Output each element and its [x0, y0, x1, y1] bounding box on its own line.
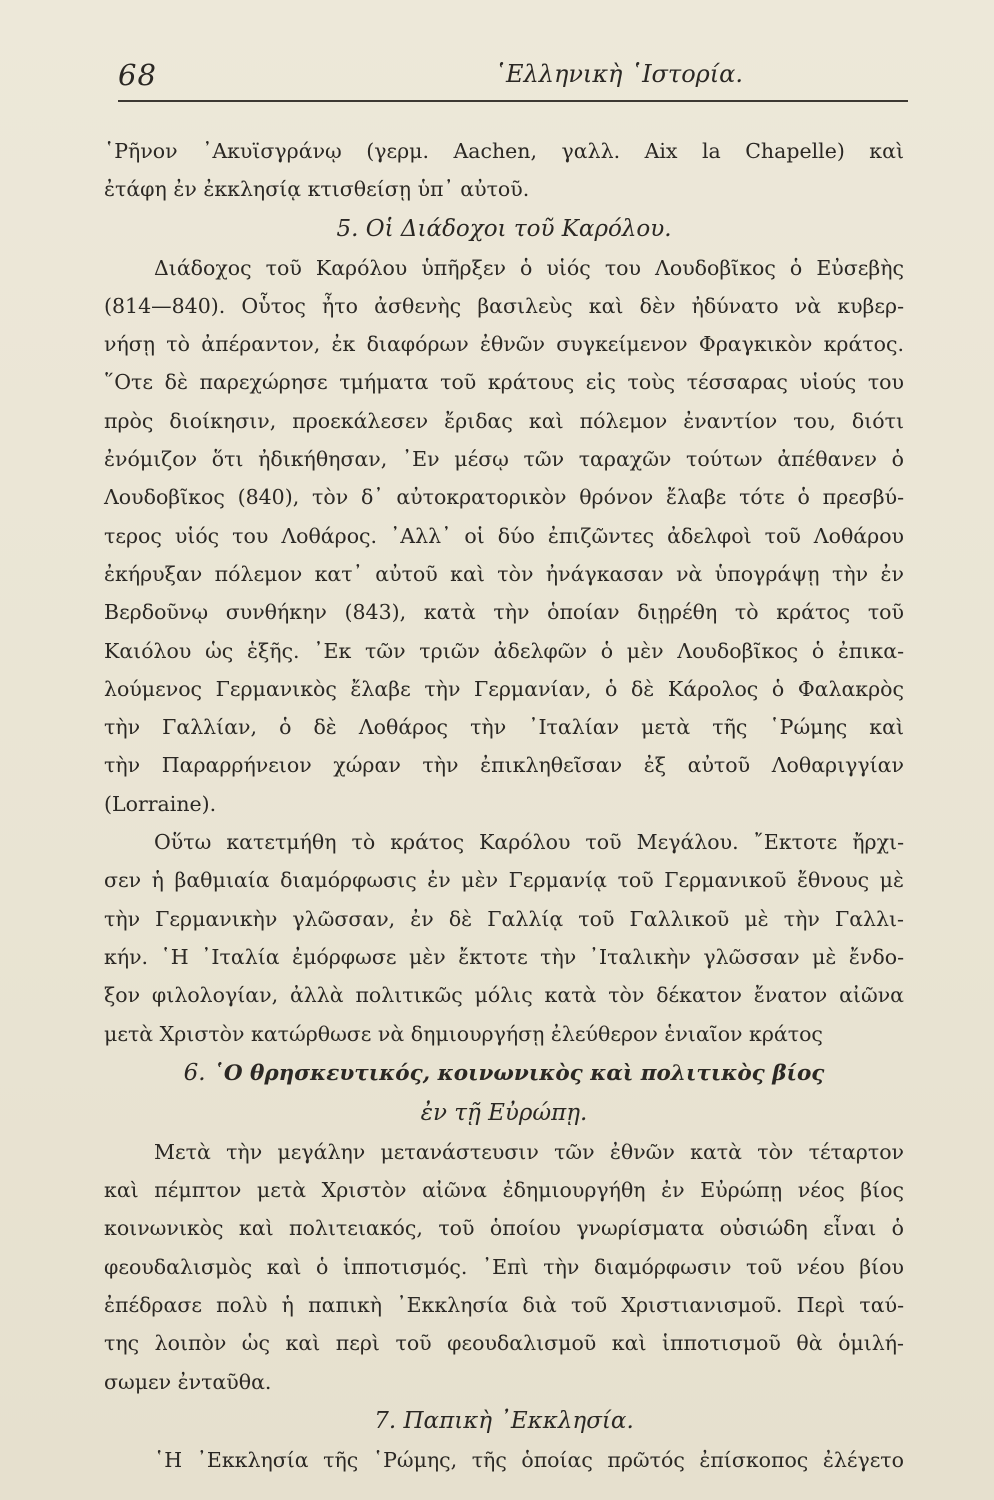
page-number: 68 [118, 58, 157, 92]
text-line: Μετὰ τὴν μεγάλην μετανάστευσιν τῶν ἐθνῶν κατὰ τὸν τέταρτον [154, 1139, 904, 1164]
section-number: 7. [374, 1407, 397, 1434]
text-line: ῾Ρῆνον ᾿Ακυϊσγράνῳ (γερμ. Aachen, γαλλ. Aix la Chapelle) καὶ [104, 139, 904, 163]
text-line: πρὸς διοίκησιν, προεκάλεσεν ἔριδας καὶ πόλεμον ἐναντίον του, διότι [104, 408, 904, 433]
section-heading [104, 1093, 904, 1133]
text-line: Διάδοχος τοῦ Καρόλου ὑπῆρξεν ὁ υἱός του Λουδοβῖκος ὁ Εὐσεβὴς [154, 255, 904, 280]
text-line: σωμεν ἐνταῦθα. [104, 1369, 272, 1394]
text-line: νήσῃ τὸ ἀπέραντον, ἐκ διαφόρων ἐθνῶν συγκείμενον Φραγκικὸν κράτος. [104, 332, 904, 357]
text-line: ἐτάφη ἐν ἐκκλησίᾳ κτισθείσῃ ὑπ᾿ αὐτοῦ. [104, 177, 530, 202]
section-title: ῾Ο θρησκευτικός, κοινωνικὸς καὶ πολιτικὸς βίος [213, 1060, 825, 1086]
text-line: (Lorraine). [104, 791, 217, 816]
running-title: ῾Ελληνικὴ ῾Ιστορία. [494, 60, 744, 88]
text-line: τὴν Παραρρήνειον χώραν τὴν ἐπικληθεῖσαν ἐξ αὐτοῦ Λοθαριγγίαν [104, 753, 904, 778]
text-line: ἐκήρυξαν πόλεμον κατ᾿ αὐτοῦ καὶ τὸν ἠνάγκασαν νὰ ὑπογράψῃ τὴν ἐν [104, 561, 904, 586]
text-line: καὶ πέμπτον μετὰ Χριστὸν αἰῶνα ἐδημιουργήθη ἐν Εὐρώπῃ νέος βίος [104, 1178, 904, 1203]
page-body [104, 132, 904, 1479]
section-number: 5. [336, 215, 359, 242]
text-line: τὴν Γερμανικὴν γλῶσσαν, ἐν δὲ Γαλλίᾳ τοῦ Γαλλικοῦ μὲ τὴν Γαλλι- [104, 906, 904, 931]
text-line: Οὕτω κατετμήθη τὸ κράτος Καρόλου τοῦ Μεγάλου. ῎Εκτοτε ἤρχι- [154, 830, 904, 855]
text-line: κήν. ῾Η ᾿Ιταλία ἐμόρφωσε μὲν ἔκτοτε τὴν ᾿Ιταλικὴν γλῶσσαν μὲ ἔνδο- [104, 944, 904, 969]
text-line: Λουδοβῖκος (840), τὸν δ᾿ αὐτοκρατορικὸν θρόνον ἔλαβε τότε ὁ πρεσβύ- [104, 485, 904, 510]
text-line: ξον φιλολογίαν, ἀλλὰ πολιτικῶς μόλις κατὰ τὸν δέκατον ἔνατον αἰῶνα [104, 983, 904, 1008]
text-line: σεν ἡ βαθμιαία διαμόρφωσις ἐν μὲν Γερμανίᾳ τοῦ Γερμανικοῦ ἔθνους μὲ [104, 868, 904, 893]
text-line: ῾Η ᾿Εκκλησία τῆς ῾Ρώμης, τῆς ὁποίας πρῶτός ἐπίσκοπος ἐλέγετο [154, 1447, 904, 1472]
page-header [118, 54, 890, 98]
text-line: Βερδοῦνῳ συνθήκην (843), κατὰ τὴν ὁποίαν διῃρέθη τὸ κράτος τοῦ [104, 600, 904, 625]
text-line: φεουδαλισμὸς καὶ ὁ ἱπποτισμός. ᾿Επὶ τὴν διαμόρφωσιν τοῦ νέου βίου [104, 1254, 904, 1279]
text-line: ἐνόμιζον ὅτι ἠδικήθησαν, ᾿Εν μέσῳ τῶν ταραχῶν τούτων ἀπέθανεν ὁ [104, 447, 904, 472]
section-title: Οἱ Διάδοχοι τοῦ Καρόλου. [365, 215, 672, 242]
text-line: λούμενος Γερμανικὸς ἔλαβε τὴν Γερμανίαν, ὁ δὲ Κάρολος ὁ Φαλακρὸς [104, 676, 904, 701]
text-line: κοινωνικὸς καὶ πολιτειακός, τοῦ ὁποίου γνωρίσματα οὐσιώδη εἶναι ὁ [104, 1216, 904, 1241]
text-line: (814—840). Οὗτος ἦτο ἀσθενὴς βασιλεὺς καὶ δὲν ἠδύνατο νὰ κυβερ- [104, 293, 904, 318]
section-title: Παπικὴ ᾿Εκκλησία. [403, 1407, 634, 1434]
text-line: μετὰ Χριστὸν κατώρθωσε νὰ δημιουργήσῃ ἐλεύθερον ἑνιαῖον κράτος [104, 1021, 823, 1046]
text-line: της λοιπὸν ὡς καὶ περὶ τοῦ φεουδαλισμοῦ καὶ ἱπποτισμοῦ θὰ ὁμιλή- [104, 1331, 904, 1356]
text-line: τὴν Γαλλίαν, ὁ δὲ Λοθάρος τὴν ᾿Ιταλίαν μετὰ τῆς ῾Ρώμης καὶ [104, 715, 904, 740]
text-line: ἐπέδρασε πολὺ ἡ παπικὴ ᾿Εκκλησία διὰ τοῦ Χριστιανισμοῦ. Περὶ ταύ- [104, 1293, 904, 1318]
section-heading [104, 1053, 904, 1093]
section-title: ἐν τῇ Εὐρώπῃ. [420, 1099, 588, 1126]
text-line: τερος υἱός του Λοθάρος. ᾿Αλλ᾿ οἱ δύο ἐπιζῶντες ἀδελφοὶ τοῦ Λοθάρου [104, 523, 904, 548]
header-rule [118, 100, 908, 102]
section-number: 6. [183, 1059, 206, 1086]
section-heading [104, 209, 904, 249]
text-line: Καιόλου ὡς ἑξῆς. ᾿Εκ τῶν τριῶν ἀδελφῶν ὁ μὲν Λουδοβῖκος ὁ ἐπικα- [104, 638, 904, 663]
text-line: ῞Οτε δὲ παρεχώρησε τμήματα τοῦ κράτους εἰς τοὺς τέσσαρας υἱούς του [104, 370, 904, 395]
section-heading [104, 1401, 904, 1441]
